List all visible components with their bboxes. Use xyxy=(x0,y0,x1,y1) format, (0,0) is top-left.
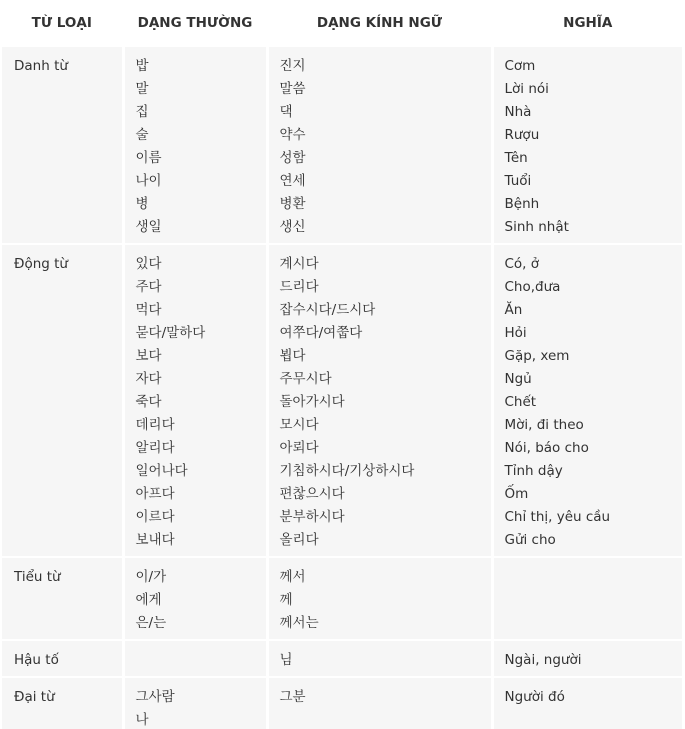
honorific-form-entry: 께 xyxy=(279,592,293,608)
meaning-entry: Sinh nhật xyxy=(504,219,569,235)
honorific-form-entry: 말씀 xyxy=(279,81,306,97)
honorific-form-entry: 잡수시다/드시다 xyxy=(279,302,376,318)
plain-form-entry: 병 xyxy=(135,196,149,212)
plain-form-cell xyxy=(123,47,267,244)
plain-form-entry: 나 xyxy=(135,712,149,728)
plain-form-cell xyxy=(123,245,267,557)
meaning-entry: Tỉnh dậy xyxy=(504,463,563,479)
plain-form-entry: 술 xyxy=(135,127,149,143)
honorific-form-entry: 병환 xyxy=(279,196,306,212)
plain-form-entry: 에게 xyxy=(135,592,162,608)
meaning-entry: Bệnh xyxy=(504,196,540,212)
meaning-entry: Cơm xyxy=(504,58,536,74)
plain-form-entry: 나이 xyxy=(135,173,162,189)
honorific-vocabulary-table xyxy=(2,0,682,729)
honorific-form-entry: 여쭈다/여쭙다 xyxy=(279,325,363,341)
honorific-form-entry: 성함 xyxy=(279,150,306,166)
meaning-entry: Người đó xyxy=(504,689,565,705)
table-body xyxy=(2,46,682,729)
plain-form-entry: 그사람 xyxy=(135,689,175,705)
honorific-form-entry: 분부하시다 xyxy=(279,509,345,525)
table-row xyxy=(2,558,682,640)
plain-form-entry: 말 xyxy=(135,81,149,97)
honorific-form-cell xyxy=(267,678,492,729)
honorific-form-entry: 기침하시다/기상하시다 xyxy=(279,463,415,479)
word-type-cell xyxy=(2,558,123,640)
header-honorific-form: DẠNG KÍNH NGỮ xyxy=(267,0,492,46)
meaning-entry: Nói, báo cho xyxy=(504,440,589,456)
plain-form-cell xyxy=(123,641,267,677)
word-type-cell xyxy=(2,641,123,677)
meaning-cell xyxy=(492,245,682,557)
meaning-entry: Lời nói xyxy=(504,81,549,97)
plain-form-entry: 은/는 xyxy=(135,615,167,631)
honorific-form-entry: 편찮으시다 xyxy=(279,486,345,502)
word-type-cell xyxy=(2,678,123,729)
plain-form-entry: 있다 xyxy=(135,256,162,272)
plain-form-entry: 이름 xyxy=(135,150,162,166)
plain-form-entry: 아프다 xyxy=(135,486,175,502)
plain-form-entry: 보다 xyxy=(135,348,162,364)
meaning-entry: Tên xyxy=(504,150,528,166)
honorific-form-entry: 올리다 xyxy=(279,532,319,548)
honorific-form-entry: 께서 xyxy=(279,569,306,585)
honorific-form-entry: 계시다 xyxy=(279,256,319,272)
table-row xyxy=(2,678,682,729)
word-type-cell xyxy=(2,245,123,557)
plain-form-entry: 묻다/말하다 xyxy=(135,325,206,341)
meaning-entry: Gửi cho xyxy=(504,532,556,548)
honorific-form-entry: 모시다 xyxy=(279,417,319,433)
table-row xyxy=(2,245,682,557)
meaning-entry: Mời, đi theo xyxy=(504,417,584,433)
meaning-entry: Ngủ xyxy=(504,371,532,387)
meaning-entry: Ngài, người xyxy=(504,652,582,668)
honorific-form-cell xyxy=(267,47,492,244)
honorific-form-entry: 약수 xyxy=(279,127,306,143)
meaning-cell xyxy=(492,641,682,677)
plain-form-entry: 데리다 xyxy=(135,417,175,433)
table-row xyxy=(2,47,682,244)
honorific-form-cell xyxy=(267,245,492,557)
plain-form-entry: 알리다 xyxy=(135,440,175,456)
word-type-label: Tiểu từ xyxy=(14,569,61,585)
meaning-cell xyxy=(492,558,682,640)
meaning-entry: Chết xyxy=(504,394,537,410)
honorific-form-entry: 아뢰다 xyxy=(279,440,319,456)
honorific-form-entry: 생신 xyxy=(279,219,306,235)
honorific-form-entry: 연세 xyxy=(279,173,306,189)
honorific-form-entry: 께서는 xyxy=(279,615,319,631)
meaning-entry: Hỏi xyxy=(504,325,527,341)
meaning-entry: Chỉ thị, yêu cầu xyxy=(504,509,611,525)
honorific-form-entry: 댁 xyxy=(279,104,293,120)
plain-form-entry: 이르다 xyxy=(135,509,175,525)
honorific-form-cell xyxy=(267,558,492,640)
word-type-label: Hậu tố xyxy=(14,652,59,668)
table-header-row xyxy=(2,0,682,46)
plain-form-entry: 자다 xyxy=(135,371,162,387)
honorific-form-entry: 진지 xyxy=(279,58,306,74)
honorific-form-entry: 주무시다 xyxy=(279,371,332,387)
plain-form-entry: 생일 xyxy=(135,219,162,235)
plain-form-entry: 집 xyxy=(135,104,149,120)
plain-form-entry: 주다 xyxy=(135,279,162,295)
header-plain-form: DẠNG THƯỜNG xyxy=(123,0,267,46)
plain-form-entry: 이/가 xyxy=(135,569,167,585)
header-word-type: TỪ LOẠI xyxy=(2,0,123,46)
plain-form-cell xyxy=(123,678,267,729)
meaning-cell xyxy=(492,678,682,729)
meaning-cell xyxy=(492,47,682,244)
plain-form-entry: 일어나다 xyxy=(135,463,188,479)
meaning-entry: Cho,đưa xyxy=(504,279,561,295)
word-type-cell xyxy=(2,47,123,244)
meaning-entry: Rượu xyxy=(504,127,540,143)
meaning-entry: Ăn xyxy=(504,302,523,318)
word-type-label: Đại từ xyxy=(14,689,55,705)
honorific-form-cell xyxy=(267,641,492,677)
meaning-entry: Có, ở xyxy=(504,256,540,272)
table-row xyxy=(2,641,682,677)
plain-form-entry: 보내다 xyxy=(135,532,175,548)
plain-form-cell xyxy=(123,558,267,640)
plain-form-entry: 죽다 xyxy=(135,394,162,410)
meaning-entry: Tuổi xyxy=(504,173,532,189)
honorific-form-entry: 님 xyxy=(279,652,293,668)
honorific-form-entry: 돌아가시다 xyxy=(279,394,345,410)
honorific-form-entry: 뵙다 xyxy=(279,348,306,364)
meaning-entry: Nhà xyxy=(504,104,532,120)
word-type-label: Danh từ xyxy=(14,58,68,74)
plain-form-entry: 밥 xyxy=(135,58,149,74)
honorific-form-entry: 드리다 xyxy=(279,279,319,295)
meaning-entry: Gặp, xem xyxy=(504,348,570,364)
header-meaning: NGHĨA xyxy=(563,14,613,31)
meaning-entry: Ốm xyxy=(504,486,529,502)
word-type-label: Động từ xyxy=(14,256,68,272)
plain-form-entry: 먹다 xyxy=(135,302,162,318)
honorific-form-entry: 그분 xyxy=(279,689,306,705)
